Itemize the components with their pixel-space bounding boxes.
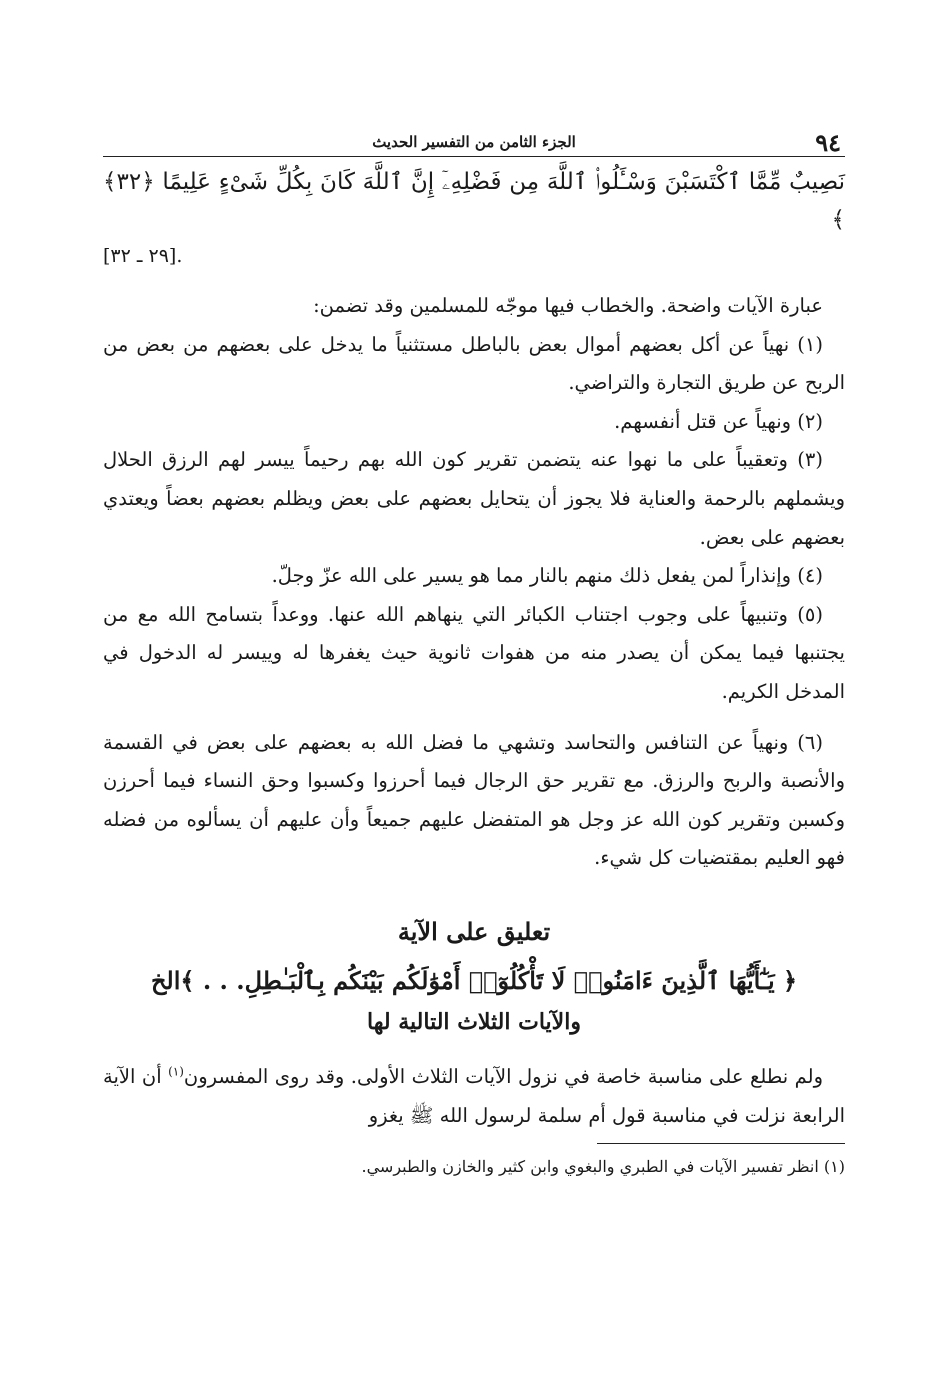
section-title: تعليق على الآية: [397, 916, 551, 946]
intro-paragraph: عبارة الآيات واضحة. والخطاب فيها موجّه للمسلمين وقد تضمن:: [313, 294, 823, 317]
commentary: [103, 287, 845, 878]
closing-paragraph: [103, 1058, 845, 1135]
section-verse: ﴿ يَـٰٓأَيُّهَا ٱلَّذِينَ ءَامَنُوا۟ لَا تَأْكُلُوٓا۟ أَمْوَٰلَكُم بَيْنَكُم بِٱلْبَـٰطِلِ. . . ﴾الخ: [150, 965, 798, 995]
point-paragraph-5: (٥) وتنبيهاً على وجوب اجتناب الكبائر التي ينهاهم الله عنها. ووعداً بتسامح الله مع من يجتنبها فيما يمكن أن يصدر منه من هفوات ثانوية حيث يغفرها له وييسر له الدخول في المدخل الكريم.: [103, 602, 845, 703]
closing-text-end: أن الآية الرابعة نزلت في مناسبة قول أم سلمة لرسول الله ﷺ يغزو: [103, 1064, 845, 1127]
section-subtitle: والآيات الثلاث التالية لها: [367, 1008, 581, 1035]
verse-reference: .[٢٩ ـ ٣٢]: [103, 245, 183, 267]
point-paragraph-6: (٦) ونهياً عن التنافس والتحاسد وتشهي ما فضل الله به بعضهم على بعض في القسمة والأنصبة والربح والرزق. مع تقرير حق الرجال فيما أحرزوا وكسبوا وحق النساء فيما أحرزن وكسبن وتقرير كون الله عز وجل هو المتفضل عليهم جميعاً وأن عليهم أن يسألوه من فضله فهو العليم بمقتضيات كل شيء.: [103, 730, 845, 870]
closing-text-start: ولم نطلع على مناسبة خاصة في نزول الآيات الثلاث الأولى. وقد روى المفسرون: [183, 1064, 823, 1088]
point-paragraph-2: (٢) ونهياً عن قتل أنفسهم.: [614, 409, 823, 433]
point-paragraph-3: (٣) وتعقيباً على ما نهوا عنه يتضمن تقرير كون الله بهم رحيماً ييسر لهم الرزق الحلال ويشملهم بالرحمة والعناية فلا يجوز أن يتحايل بعضهم على بعض ويظلم بعضهم بعضاً ويعتدي بعضهم على بعض.: [103, 448, 845, 549]
point-paragraph-1: (١) نهياً عن أكل بعضهم أموال بعض بالباطل مستثنياً ما يدخل على بعضهم من بعض من الربح عن طريق التجارة والتراضي.: [103, 332, 845, 395]
quran-verse: نَصِيبٌ مِّمَّا ٱكْتَسَبْنَ وَسْـَٔلُوا۟ ٱللَّهَ مِن فَضْلِهِۦٓ إِنَّ ٱللَّهَ كَانَ بِكُلِّ شَىْءٍ عَلِيمًا ﴿٣٢﴾ ﴾: [103, 169, 845, 233]
point-paragraph-4: (٤) وإنذاراً لمن يفعل ذلك منهم بالنار مما هو يسير على الله عزّ وجلّ.: [271, 564, 823, 588]
footnote-reference: (١): [168, 1064, 184, 1079]
footnote: (١) انظر تفسير الآيات في الطبري والبغوي وابن كثير والخازن والطبرسي.: [361, 1157, 845, 1177]
page-number: ٩٤: [815, 128, 841, 157]
running-title: الجزء الثامن من التفسير الحديث: [372, 133, 576, 151]
book-page: [103, 118, 845, 1180]
page-header: [103, 118, 845, 157]
footnote-divider: [597, 1143, 845, 1144]
